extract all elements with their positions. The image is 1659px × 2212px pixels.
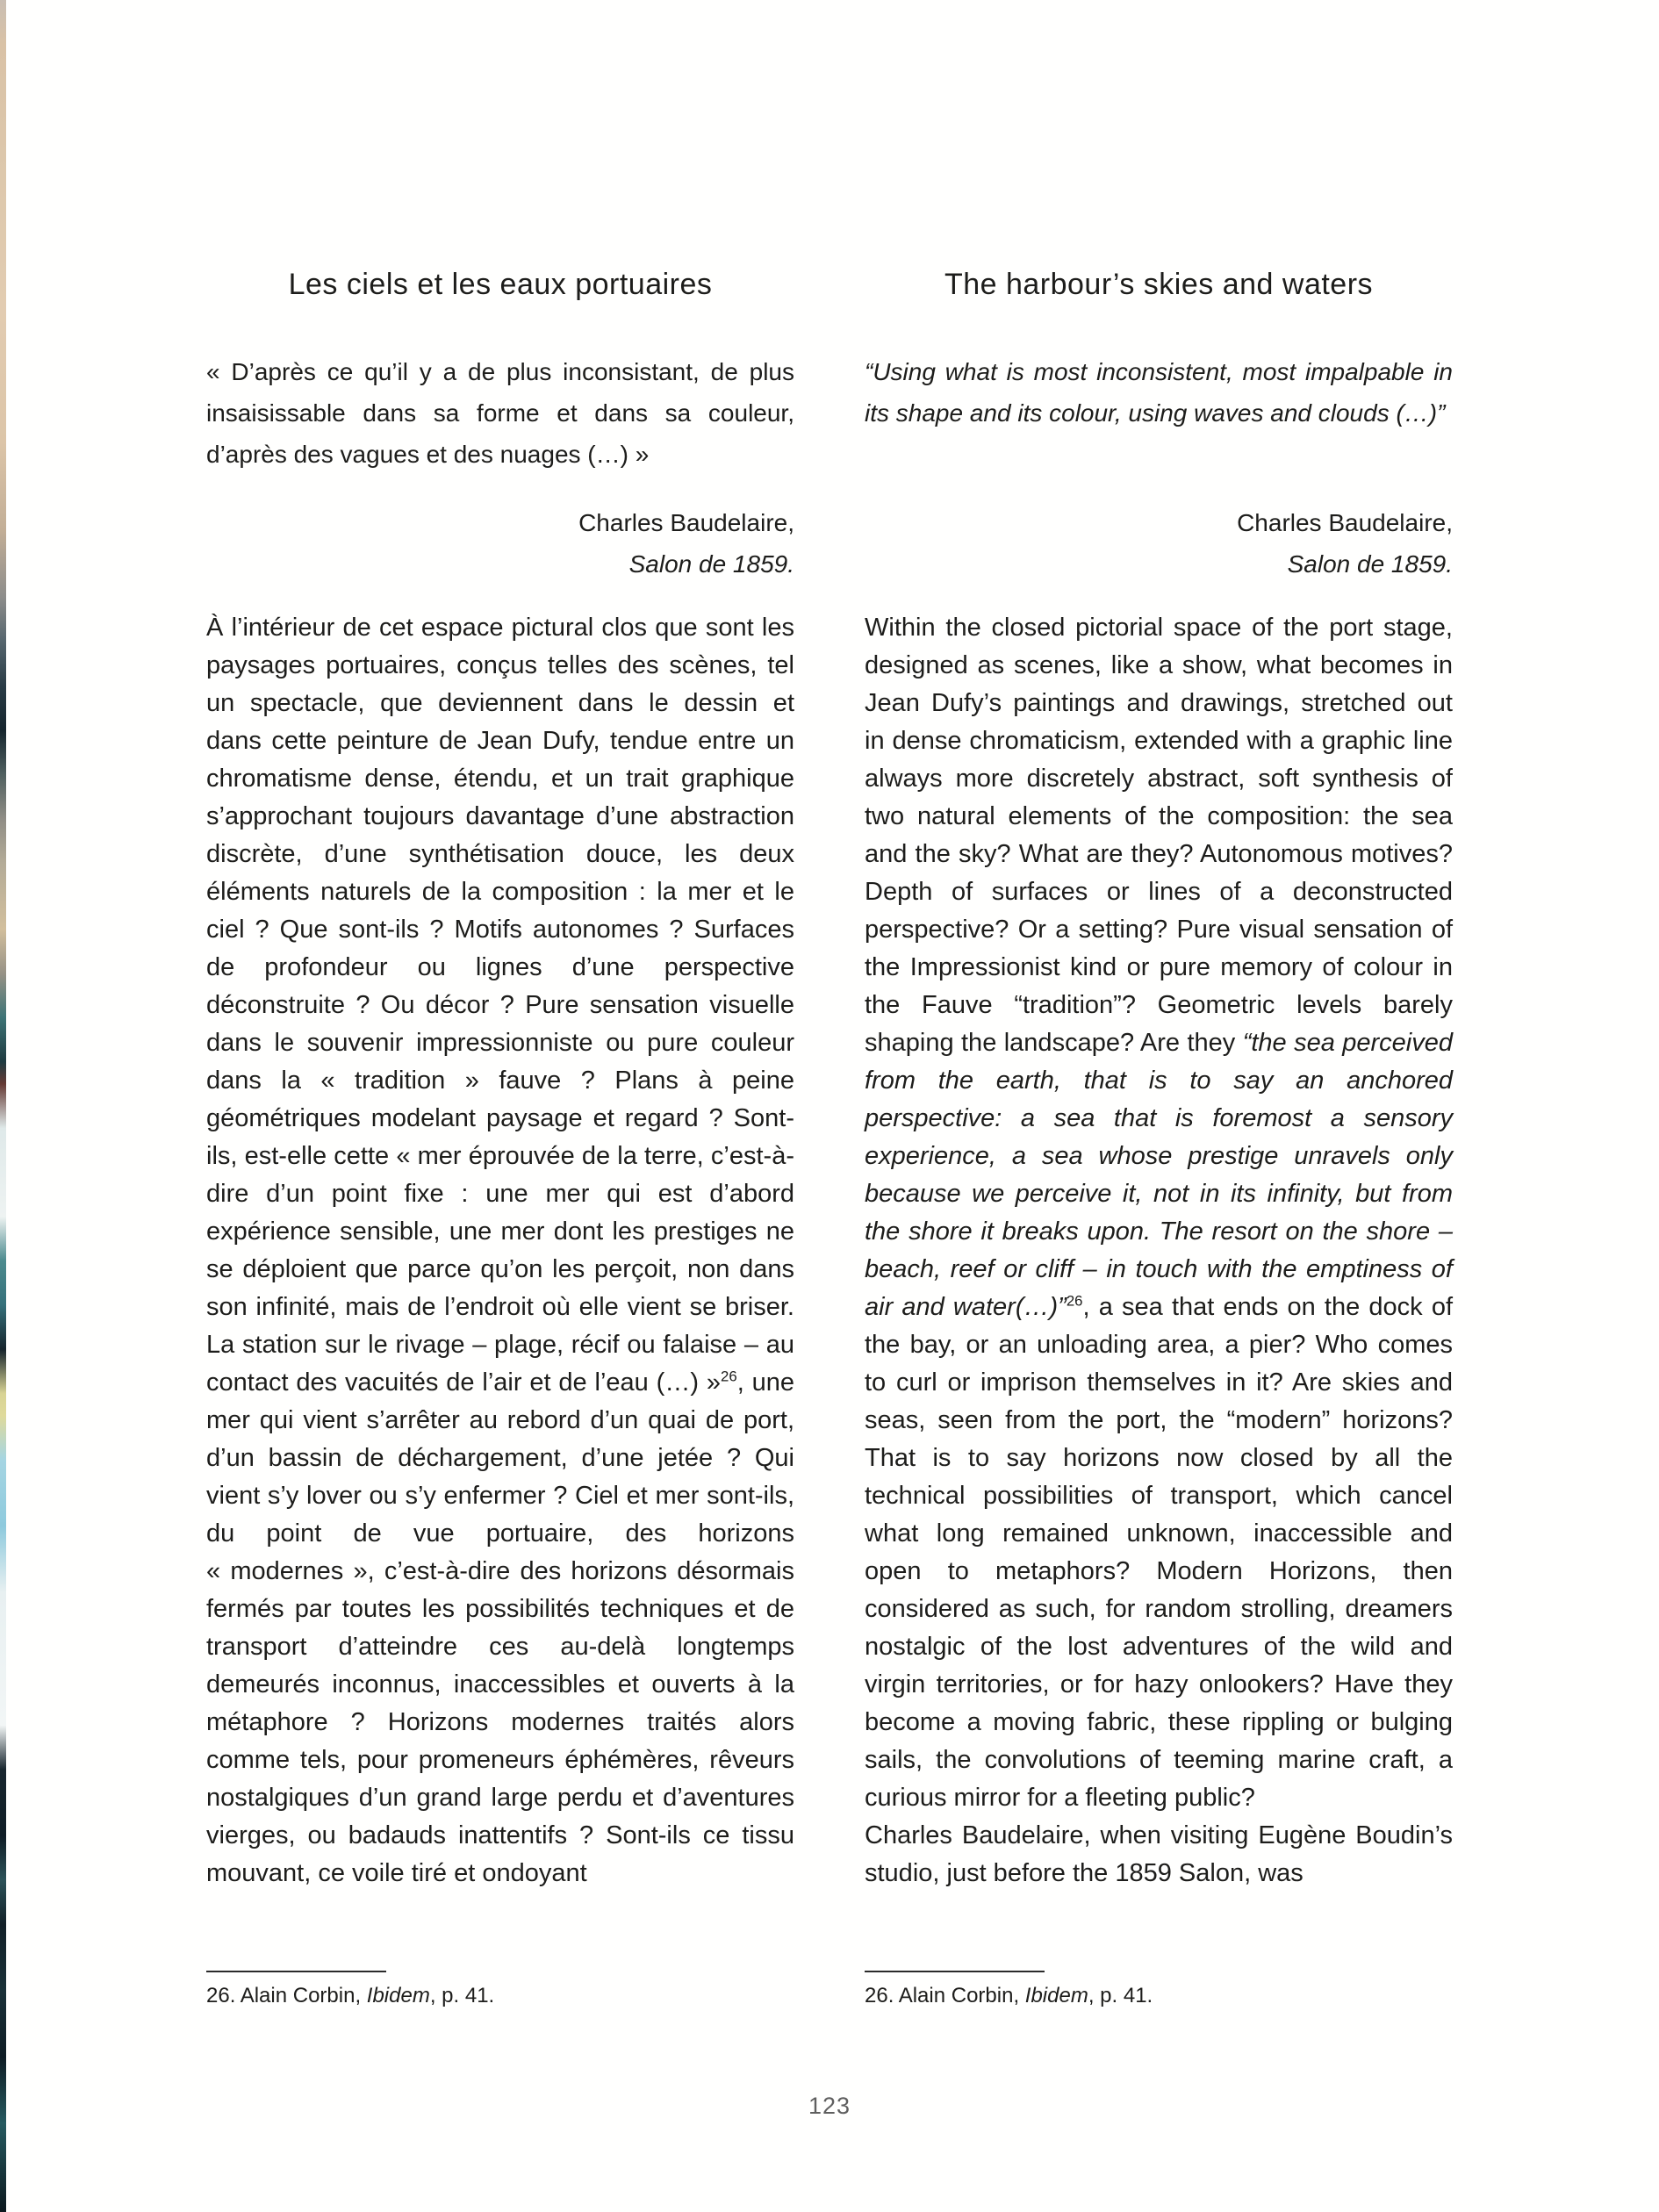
english-quote-attribution-block xyxy=(1237,502,1453,585)
french-column xyxy=(206,265,794,2212)
french-footnote xyxy=(206,1971,794,2009)
footnote-rule xyxy=(865,1971,1045,1972)
footnote-text: 26. Alain Corbin, Ibidem, p. 41. xyxy=(206,1984,495,2007)
french-heading: Les ciels et les eaux portuaires xyxy=(288,268,713,301)
english-column xyxy=(865,265,1453,2212)
english-body-text: Within the closed pictorial space of the port stage, designed as scenes, like a show, what becomes in Jean Dufy’s paintings and drawings, stretched out in dense chromaticism, extended with a graphic line always more discretely abstract, soft synthesis of two natural elements of the composition: the sea and the sky? What are they? Autonomous motives? Depth of surfaces or lines of a deconstructed perspective? Or a setting? Pure visual sensation of the Impressionist kind or pure memory of colour in the Fauve “tradition”? Geometric levels barely shaping the landscape? Are they “the sea perceived from the earth, that is to say an anchored perspective: a sea that is foremost a sensory experience, a sea whose prestige unravels only because we perceive it, not in its infinity, but from the shore it breaks upon. The resort on the shore – beach, reef or cliff – in touch with the emptiness of air and water(…)”$^{26}$, a sea that ends on the dock of the bay, or an unloading area, a pier? Who comes to curl or imprison themselves in it? Are skies and seas, seen from the port, the “modern” horizons? That is to say horizons now closed by all the technical possibilities of transport, which cancel what long remained unknown, inaccessible and open to metaphors? Modern Horizons, then considered as such, for random strolling, dreamers nostalgic of the lost adventures of the wild and virgin territories, or for hazy onlookers? Have they become a moving fabric, these rippling or bulging sails, the convolutions of teeming marine craft, a curious mirror for a fleeting public? Charles Baudelaire, when visiting Eugène Boudin’s studio, just before the 1859 Salon, was xyxy=(865,614,1454,1887)
english-quote-text: “Using what is most inconsistent, most impalpable in its shape and its colour, using waves and clouds (…)” xyxy=(865,358,1453,427)
page-number: 123 xyxy=(808,2093,851,2119)
footnote-text: 26. Alain Corbin, Ibidem, p. 41. xyxy=(865,1984,1153,2007)
french-body-text: À l’intérieur de cet espace pictural clos que sont les paysages portuaires, conçus telles des scènes, tel un spectacle, que deviennent dans le dessin et dans cette peinture de Jean Dufy, tendue entre un chromatisme dense, étendu, et un trait graphique s’approchant toujours davantage d’une abstraction discrète, d’une synthétisation douce, les deux éléments naturels de la composition : la mer et le ciel ? Que sont-ils ? Motifs autonomes ? Surfaces de profondeur ou lignes d’une perspective déconstruite ? Ou décor ? Pure sensation visuelle dans le souvenir impressionniste ou pure couleur dans la « tradition » fauve ? Plans à peine géométriques modelant paysage et regard ? Sont-ils, est-elle cette « mer éprouvée de la terre, c’est-à-dire d’un point fixe : une mer qui est d’abord expérience sensible, une mer dont les prestiges ne se déploient que parce qu’on les perçoit, non dans son infinité, mais de l’endroit où elle vient se briser. La station sur le rivage – plage, récif ou falaise – au contact des vacuités de l’air et de l’eau (…) »$^{26}$, une mer qui vient s’arrêter au rebord d’un quai de port, d’un bassin de déchargement, d’une jetée ? Qui vient s’y lover ou s’y enfermer ? Ciel et mer sont-ils, du point de vue portuaire, des horizons « modernes », c’est-à-dire des horizons désormais fermés par toutes les possibilités techniques et de transport d’atteindre ces au-delà longtemps demeurés inconnus, inaccessibles et ouverts à la métaphore ? Horizons modernes traités alors comme tels, pour promeneurs éphémères, rêveurs nostalgiques d’un grand large perdu et d’aventures vierges, ou badauds inattentifs ? Sont-ils ce tissu mouvant, ce voile tiré et ondoyant xyxy=(206,614,794,1887)
french-quote-block xyxy=(206,351,794,585)
french-quote-attribution-block xyxy=(578,502,794,585)
quote-source: Salon de 1859. xyxy=(1287,550,1453,578)
two-column-layout xyxy=(206,265,1453,2212)
quote-attribution: Charles Baudelaire, xyxy=(578,509,794,536)
english-heading: The harbour’s skies and waters xyxy=(944,268,1374,301)
footnote-rule xyxy=(206,1971,386,1972)
quote-attribution: Charles Baudelaire, xyxy=(1237,509,1453,536)
quote-source: Salon de 1859. xyxy=(628,550,794,578)
french-quote-text: « D’après ce qu’il y a de plus inconsistant, de plus insaisissable dans sa forme et dans sa couleur, d’après des vagues et des nuages (…) » xyxy=(206,358,794,468)
english-footnote xyxy=(865,1971,1453,2009)
english-quote-block xyxy=(865,351,1453,585)
facing-page-edge-artwork xyxy=(0,0,6,2212)
